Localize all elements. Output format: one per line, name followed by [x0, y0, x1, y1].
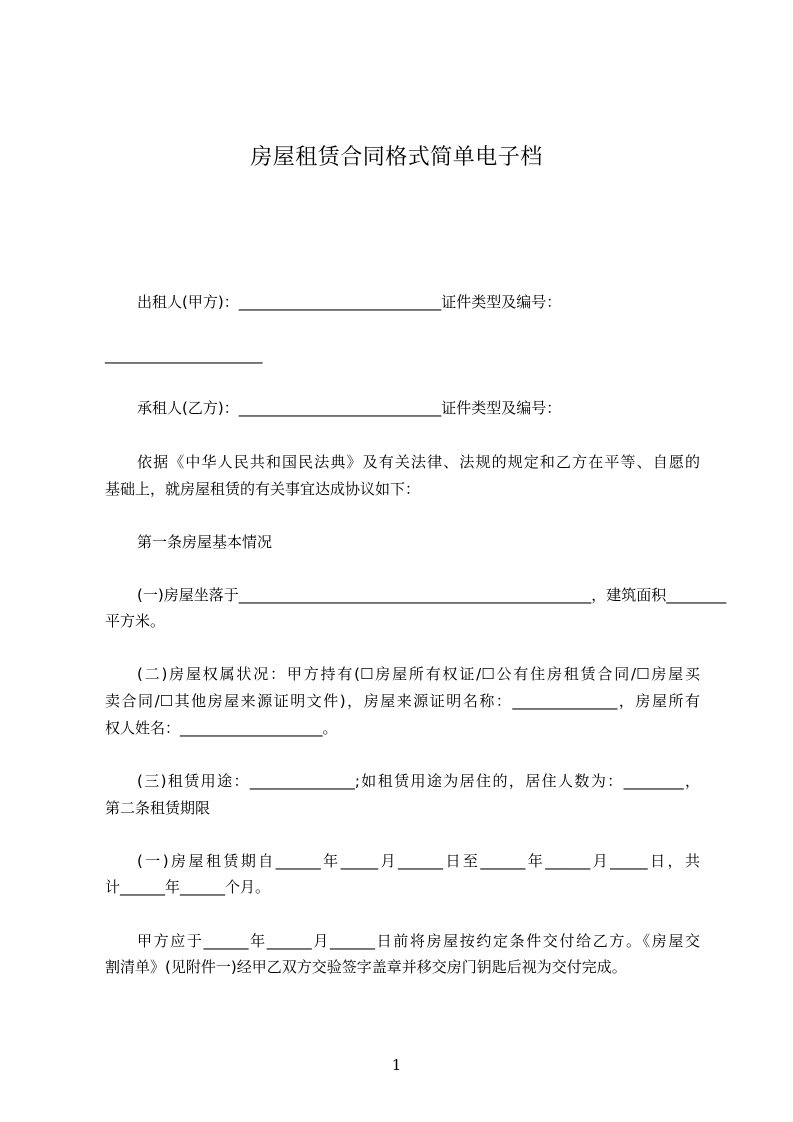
document-title: 房屋租赁合同格式简单电子档: [250, 145, 543, 170]
article-1-heading: 第一条房屋基本情况: [137, 533, 273, 551]
item-2-line-1: (二)房屋权属状况：甲方持有(☐房屋所有权证/☐公有住房租赁合同/☐房屋买: [137, 665, 700, 683]
lessor-line: 出租人(甲方)：___________________________证件类型及编号：: [137, 293, 562, 311]
term-line-2: 计______年______个月。: [105, 878, 271, 896]
lessor-id-blank: _____________________: [105, 346, 263, 364]
item-2-line-3: 权人姓名：___________________。: [105, 719, 338, 737]
item-3-line-1: (三)租赁用途：______________;如租赁用途为居住的，居住人数为：________，: [137, 772, 700, 790]
term-line-1: (一)房屋租赁期自______年_____月______日至______年______月_____日，共: [137, 852, 700, 870]
item-2-line-2: 卖合同/☐其他房屋来源证明文件)，房屋来源证明名称：______________，房屋所有: [105, 692, 700, 710]
basis-paragraph-line-2: 基础上，就房屋租赁的有关事宜达成协议如下：: [105, 480, 421, 498]
item-1-line-1: (一)房屋坐落于_______________________________________________，建筑面积________: [137, 586, 727, 604]
delivery-line-1: 甲方应于______年______月______日前将房屋按约定条件交付给乙方。《房屋交: [137, 932, 700, 950]
item-1-line-2: 平方米。: [105, 612, 166, 630]
basis-paragraph-line-1: 依据《中华人民共和国民法典》及有关法律、法规的规定和乙方在平等、自愿的: [137, 453, 700, 471]
article-2-heading: 第二条租赁期限: [105, 799, 211, 817]
delivery-line-2: 割清单》(见附件一)经甲乙双方交验签字盖章并移交房门钥匙后视为交付完成。: [105, 958, 627, 976]
page-number: 1: [391, 1056, 402, 1074]
lessee-line: 承租人(乙方)：___________________________证件类型及编号：: [137, 399, 562, 417]
